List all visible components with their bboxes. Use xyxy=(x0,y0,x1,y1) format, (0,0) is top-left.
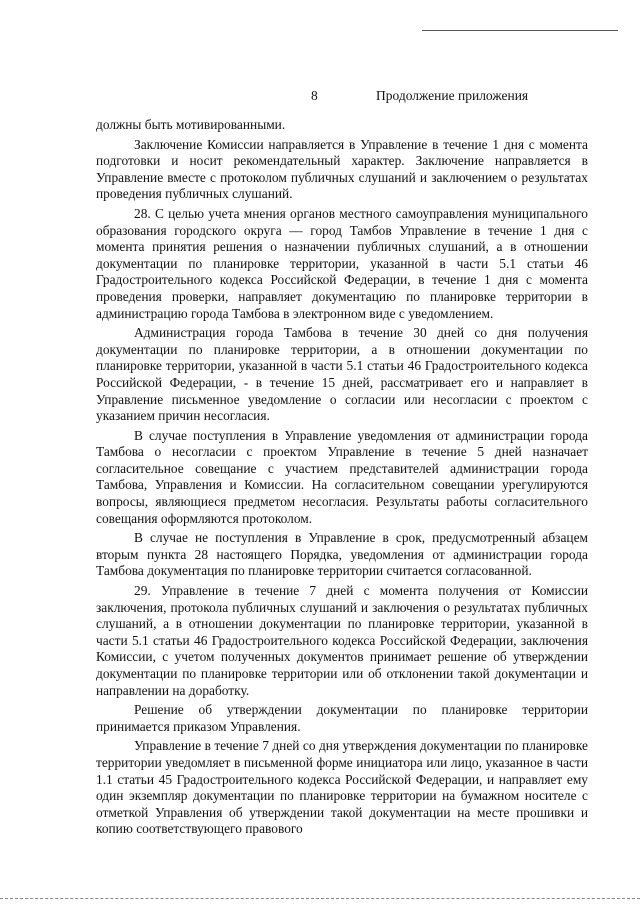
paragraph-item-28: 28. С целью учета мнения органов местного самоуправления муниципального образования городского округа — город Тамбов Управление в течение 1 дня с момента принятия решения о назначении публичных слушаний, а в отношении документации по планировке территории, указанной в части 5.1 статьи 46 Градостроительного кодекса Российской Федерации, в течение 1 дня с момента проведения проверки, направляет документацию по планировке территории в администрацию города Тамбова в электронном виде с уведомлением. xyxy=(96,205,588,321)
paragraph-continuation: должны быть мотивированными. xyxy=(96,117,286,132)
bottom-rule xyxy=(0,898,640,899)
paragraph: Администрация города Тамбова в течение 30 дней со дня получения документации по планировке территории, а в отношении документации по планировке территории, указанной в части 5.1 статьи 46 Градостроительного кодекса Российской Федерации, - в течение 15 дней, рассматривает его и направляет в Управление письменное уведомление о согласии или несогласии с проектом с указанием причин несогласия. xyxy=(96,325,588,424)
paragraph: В случае поступления в Управление уведомления от администрации города Тамбова о несогласии с проектом Управление в течение 5 дней назначает согласительное совещание с участием представителей администрации города Тамбова, Управления и Комиссии. На согласительном совещании урегулируются вопросы, являющиеся предметом несогласия. Результаты работы согласительного совещания оформляются протоколом. xyxy=(96,427,588,526)
paragraph-item-29: 29. Управление в течение 7 дней с момента получения от Комиссии заключения, протокола публичных слушаний и заключения о результатах публичных слушаний, а в отношении документации по планировке территории, указанной в части 5.1 статьи 46 Градостроительного кодекса Российской Федерации, заключения Комиссии, с учетом полученных документов принимает решение об утверждении документации по планировке территории или об отклонении такой документации и направлении на доработку. xyxy=(96,583,588,698)
paragraph: Заключение Комиссии направляется в Управление в течение 1 дня с момента подготовки и носит рекомендательный характер. Заключение направляется в Управление вместе с протоколом публичных слушаний и заключением о результатах проведения публичных слушаний. xyxy=(96,136,588,202)
page-header xyxy=(0,88,640,108)
paragraph: В случае не поступления в Управление в срок, предусмотренный абзацем вторым пункта 28 настоящего Порядка, уведомления от администрации города Тамбова документация по планировке территории считается согласованной. xyxy=(96,530,588,579)
paragraph: Управление в течение 7 дней со дня утверждения документации по планировке территории уведомляет в письменной форме инициатора или лицо, указанное в части 1.1 статьи 45 Градостроительного кодекса Российской Федерации, и направляет ему один экземпляр документации по планировке территории на бумажном носителе с отметкой Управления об утверждении такой документации на месте прошивки и копию соответствующего правового xyxy=(96,738,588,837)
continuation-label: Продолжение приложения xyxy=(376,88,529,103)
top-rule xyxy=(422,30,618,31)
paragraph: Решение об утверждении документации по планировке территории принимается приказом Управления. xyxy=(96,702,588,734)
document-body xyxy=(96,117,588,838)
page-number: 8 xyxy=(311,88,318,103)
